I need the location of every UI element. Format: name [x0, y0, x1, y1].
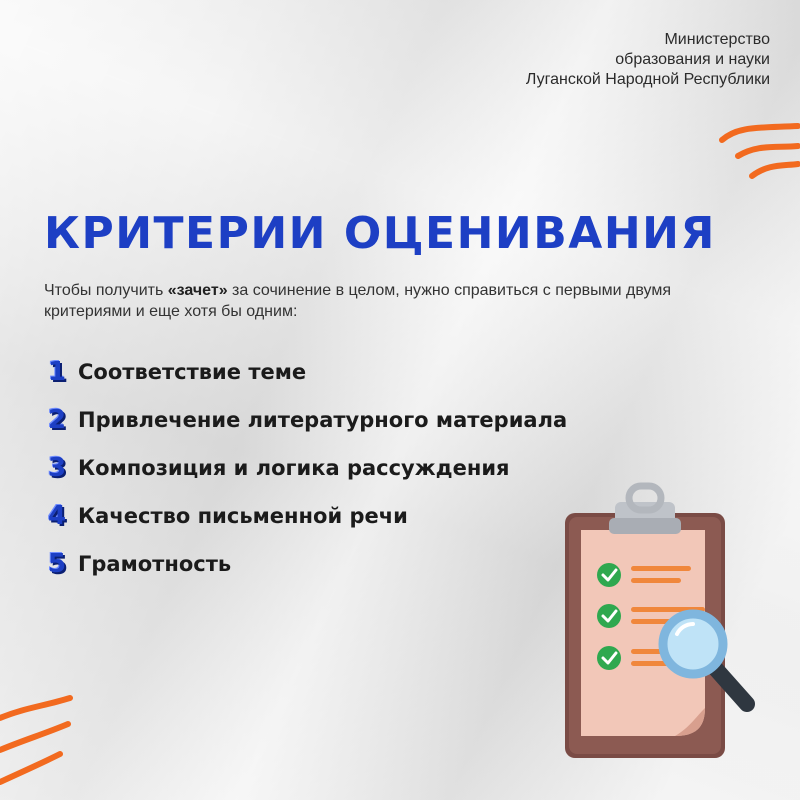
criterion-item [44, 396, 567, 444]
criterion-number: 1 [47, 357, 67, 387]
criterion-number: 2 [47, 405, 67, 435]
criterion-label: Качество письменной речи [78, 504, 408, 528]
criterion-item [44, 444, 567, 492]
page-title: КРИТЕРИИ ОЦЕНИВАНИЯ [44, 208, 716, 259]
criterion-label: Композиция и логика рассуждения [78, 456, 510, 480]
ministry-line-1: Министерство [664, 31, 770, 48]
criterion-item [44, 540, 567, 588]
criterion-number: 4 [47, 501, 67, 531]
criterion-label: Грамотность [78, 552, 232, 576]
intro-highlight: «зачет» [167, 282, 228, 299]
ministry-line-3: Луганской Народной Республики [525, 71, 770, 88]
ministry-name [526, 30, 770, 90]
orange-squiggle-bottom-icon [0, 688, 80, 800]
intro-after: за сочинение в целом, нужно справиться с первыми двумя критериями и еще хотя бы одним: [44, 282, 672, 320]
intro-before: Чтобы получить [44, 282, 168, 299]
orange-squiggle-top-icon [718, 120, 800, 190]
criterion-number: 3 [47, 453, 67, 483]
criterion-label: Привлечение литературного материала [78, 408, 568, 432]
criterion-number: 5 [47, 549, 67, 579]
criteria-list [44, 348, 567, 588]
criterion-item [44, 492, 567, 540]
clipboard-checklist-magnifier-icon [555, 478, 775, 763]
ministry-line-2: образования и науки [615, 51, 770, 68]
criterion-item [44, 348, 567, 396]
intro-text [44, 280, 684, 322]
criterion-label: Соответствие теме [78, 360, 307, 384]
